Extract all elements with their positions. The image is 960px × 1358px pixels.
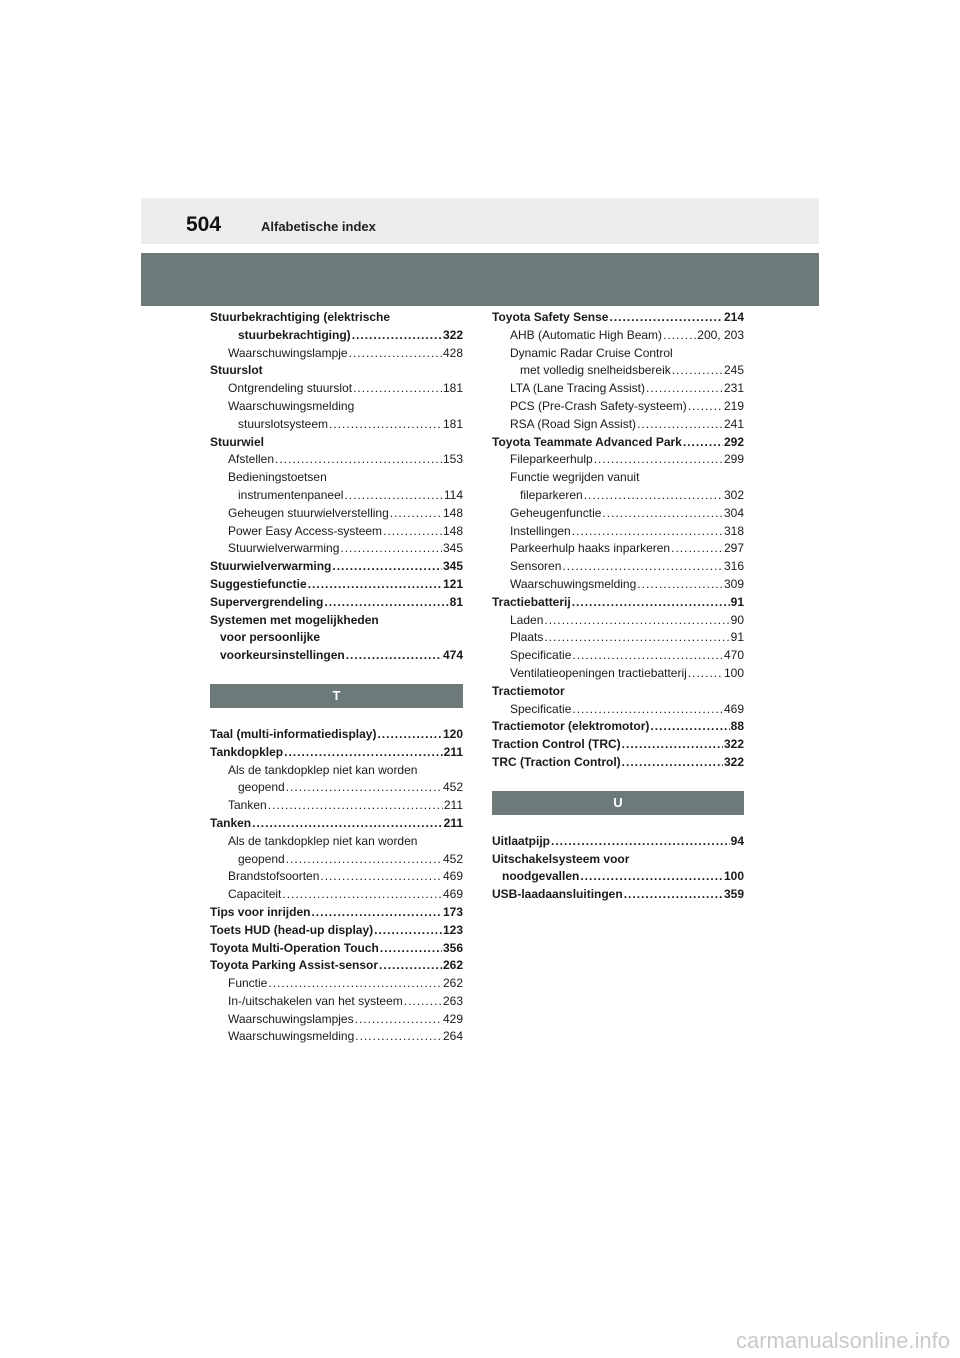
entry-text: RSA (Road Sign Assist) xyxy=(510,416,637,431)
entry-text: Specificatie xyxy=(510,701,572,716)
dot-leader xyxy=(252,815,443,833)
entry-text: PCS (Pre-Crash Safety-systeem) xyxy=(510,398,687,413)
index-subentry xyxy=(210,416,463,434)
entry-text: noodgevallen xyxy=(502,869,580,884)
index-subentry xyxy=(492,505,744,523)
dot-leader xyxy=(355,1011,442,1029)
entry-text: Waarschuwingsmelding xyxy=(510,576,637,591)
index-subentry xyxy=(210,380,463,398)
entry-text: Afstellen xyxy=(228,452,275,467)
entry-text: Taal (multi-informatiedisplay) xyxy=(210,726,377,741)
entry-text: Instellingen xyxy=(510,523,571,538)
entry-text: LTA (Lane Tracing Assist) xyxy=(510,381,645,396)
dot-leader xyxy=(286,779,442,797)
page-reference[interactable]: 356 xyxy=(442,940,463,955)
dot-leader xyxy=(637,416,723,434)
entry-text: Dynamic Radar Cruise Control xyxy=(510,345,673,360)
index-subentry xyxy=(210,469,463,487)
index-entry xyxy=(492,309,744,327)
index-subentry xyxy=(492,345,744,363)
page-reference[interactable]: 214 xyxy=(723,310,744,324)
entry-text: USB-laadaansluitingen xyxy=(492,887,623,902)
dot-leader xyxy=(544,629,729,647)
index-subentry xyxy=(492,487,744,505)
dot-leader xyxy=(275,451,442,469)
entry-text: Stuurbekrachtiging (elektrische xyxy=(210,310,391,324)
index-entry xyxy=(210,726,463,744)
page-reference[interactable]: 263 xyxy=(442,993,463,1008)
page-reference[interactable]: 211 xyxy=(443,744,463,759)
index-subentry xyxy=(492,416,744,434)
page-reference[interactable]: 91 xyxy=(730,630,744,645)
page-reference[interactable]: 120 xyxy=(442,726,463,741)
page-reference[interactable]: 297 xyxy=(723,541,744,556)
page-reference[interactable]: 121 xyxy=(442,576,463,591)
page-reference[interactable]: 452 xyxy=(442,851,463,866)
index-subentry xyxy=(210,993,463,1011)
index-entry xyxy=(492,718,744,736)
entry-text: Stuurslot xyxy=(210,363,263,378)
entry-text: geopend xyxy=(238,780,285,795)
index-subentry xyxy=(492,558,744,576)
page-reference[interactable]: 262 xyxy=(442,958,463,973)
page-reference[interactable]: 318 xyxy=(723,523,744,538)
index-entry xyxy=(492,868,744,886)
index-subentry xyxy=(210,505,463,523)
entry-text: stuurbekrachtiging) xyxy=(238,327,351,342)
index-subentry xyxy=(210,1028,463,1046)
entry-text: Stuurwielverwarming xyxy=(228,541,340,556)
entry-text: Tractiemotor xyxy=(492,683,565,698)
dot-leader xyxy=(311,904,442,922)
entry-text: Sensoren xyxy=(510,559,562,574)
index-entry xyxy=(492,851,744,869)
dot-leader xyxy=(622,754,723,772)
page-number: 504 xyxy=(186,213,222,236)
dot-leader xyxy=(688,665,723,683)
dot-leader xyxy=(379,957,442,975)
page-reference[interactable]: 264 xyxy=(442,1029,463,1044)
dot-leader xyxy=(572,647,723,665)
page-reference[interactable]: 304 xyxy=(723,505,744,520)
entry-text: Functie xyxy=(228,976,268,991)
dot-leader xyxy=(284,744,443,762)
entry-text: fileparkeren xyxy=(520,487,583,502)
index-entry xyxy=(492,594,744,612)
dot-leader xyxy=(624,886,723,904)
dot-leader xyxy=(308,576,442,594)
entry-text: Specificatie xyxy=(510,648,572,663)
index-subentry xyxy=(492,362,744,380)
entry-text: Als de tankdopklep niet kan worden xyxy=(228,762,418,777)
dot-leader xyxy=(344,487,442,505)
index-entry xyxy=(210,612,463,630)
page-reference[interactable]: 245 xyxy=(723,363,744,378)
entry-text: Waarschuwingslampje xyxy=(228,345,348,360)
dot-leader xyxy=(572,594,730,612)
section-letter-u: U xyxy=(492,791,744,815)
dot-leader xyxy=(602,505,723,523)
index-subentry xyxy=(492,451,744,469)
page-reference[interactable]: 114 xyxy=(443,487,463,502)
dot-leader xyxy=(671,540,723,558)
page-reference[interactable]: 359 xyxy=(723,887,744,902)
entry-text: Parkeerhulp haaks inparkeren xyxy=(510,541,671,556)
page-reference[interactable]: 91 xyxy=(730,594,744,609)
page-reference[interactable]: 211 xyxy=(443,798,463,813)
page-reference[interactable]: 200, 203 xyxy=(697,327,744,342)
dot-leader xyxy=(404,993,442,1011)
dot-leader xyxy=(390,505,442,523)
index-subentry xyxy=(210,327,463,345)
dot-leader xyxy=(594,451,723,469)
entry-text: TRC (Traction Control) xyxy=(492,754,621,769)
index-entry xyxy=(492,683,744,701)
page-reference[interactable]: 211 xyxy=(443,815,463,830)
entry-text: Tractiemotor (elektromotor) xyxy=(492,719,650,734)
index-subentry xyxy=(210,868,463,886)
dot-leader xyxy=(353,380,442,398)
page-reference[interactable]: 299 xyxy=(723,452,744,467)
entry-text: Functie wegrijden vanuit xyxy=(510,470,640,485)
section-band xyxy=(141,253,819,306)
entry-text: voor persoonlijke xyxy=(220,630,321,645)
entry-text: met volledig snelheidsbereik xyxy=(520,363,671,378)
index-entry xyxy=(492,434,744,452)
entry-text: Toyota Parking Assist-sensor xyxy=(210,958,379,973)
dot-leader xyxy=(380,940,442,958)
entry-text: Uitlaatpijp xyxy=(492,833,551,848)
page-reference[interactable]: 100 xyxy=(723,869,744,884)
index-subentry xyxy=(210,398,463,416)
entry-text: Waarschuwingsmelding xyxy=(228,1029,355,1044)
dot-leader xyxy=(609,309,722,327)
index-subentry xyxy=(210,975,463,993)
index-column-right xyxy=(492,309,744,904)
entry-text: instrumentenpaneel xyxy=(238,487,344,502)
page-reference[interactable]: 148 xyxy=(442,505,463,520)
index-entry xyxy=(210,362,463,380)
entry-text: Supervergrendeling xyxy=(210,594,324,609)
entry-text: AHB (Automatic High Beam) xyxy=(510,327,663,342)
dot-leader xyxy=(268,797,443,815)
dot-leader xyxy=(324,594,448,612)
page-reference[interactable]: 428 xyxy=(442,345,463,360)
index-entry xyxy=(210,434,463,452)
entry-text: Waarschuwingslampjes xyxy=(228,1011,354,1026)
dot-leader xyxy=(355,1028,442,1046)
page-reference[interactable]: 474 xyxy=(442,648,463,663)
dot-leader xyxy=(374,922,442,940)
page-reference[interactable]: 173 xyxy=(442,904,463,919)
index-entry xyxy=(210,576,463,594)
index-subentry xyxy=(210,851,463,869)
page-reference[interactable]: 181 xyxy=(442,416,463,431)
entry-text: Stuurwiel xyxy=(210,434,265,449)
dot-leader xyxy=(572,523,723,541)
index-subentry xyxy=(210,451,463,469)
page-reference[interactable]: 322 xyxy=(442,327,463,342)
dot-leader xyxy=(329,416,442,434)
entry-text: Ontgrendeling stuurslot xyxy=(228,381,353,396)
page-reference[interactable]: 292 xyxy=(723,434,744,449)
entry-text: Toyota Safety Sense xyxy=(492,310,609,324)
entry-text: Power Easy Access-systeem xyxy=(228,523,383,538)
dot-leader xyxy=(663,327,696,345)
entry-text: Suggestiefunctie xyxy=(210,576,307,591)
index-subentry xyxy=(492,398,744,416)
page-reference[interactable]: 262 xyxy=(442,976,463,991)
index-subentry xyxy=(492,380,744,398)
index-entry xyxy=(210,904,463,922)
index-subentry xyxy=(210,833,463,851)
index-entry xyxy=(210,594,463,612)
dot-leader xyxy=(584,487,723,505)
dot-leader xyxy=(332,558,442,576)
entry-text: voorkeursinstellingen xyxy=(220,648,345,663)
entry-text: Geheugen stuurwielverstelling xyxy=(228,505,389,520)
index-entry xyxy=(210,744,463,762)
page-reference[interactable]: 345 xyxy=(442,541,463,556)
header-bar xyxy=(141,198,819,244)
page-reference[interactable]: 181 xyxy=(442,381,463,396)
entry-text: Tractiebatterij xyxy=(492,594,571,609)
entry-text: geopend xyxy=(238,851,285,866)
entry-text: Toyota Multi-Operation Touch xyxy=(210,940,379,955)
index-subentry xyxy=(492,540,744,558)
index-column-left xyxy=(210,309,463,1046)
index-entry xyxy=(210,647,463,665)
index-subentry xyxy=(210,345,463,363)
dot-leader xyxy=(340,540,442,558)
index-entry xyxy=(210,957,463,975)
dot-leader xyxy=(268,975,442,993)
dot-leader xyxy=(544,612,729,630)
page-reference[interactable]: 302 xyxy=(723,487,744,502)
page-reference[interactable]: 241 xyxy=(723,416,744,431)
entry-text: Fileparkeerhulp xyxy=(510,452,593,467)
index-entry xyxy=(492,754,744,772)
entry-text: Systemen met mogelijkheden xyxy=(210,612,379,627)
dot-leader xyxy=(349,345,442,363)
page-reference[interactable]: 148 xyxy=(442,523,463,538)
index-subentry xyxy=(492,647,744,665)
index-entry xyxy=(210,922,463,940)
entry-text: Brandstofsoorten xyxy=(228,869,320,884)
page-title: Alfabetische index xyxy=(261,219,376,234)
page-reference[interactable]: 322 xyxy=(723,754,744,769)
page-reference[interactable]: 429 xyxy=(442,1011,463,1026)
index-subentry xyxy=(210,487,463,505)
index-entry xyxy=(210,629,463,647)
dot-leader xyxy=(572,701,723,719)
page-reference[interactable]: 153 xyxy=(442,452,463,467)
entry-text: Laden xyxy=(510,612,544,627)
watermark: carmanualsonline.info xyxy=(735,1328,950,1353)
index-subentry xyxy=(492,469,744,487)
dot-leader xyxy=(622,736,723,754)
page-reference[interactable]: 309 xyxy=(723,576,744,591)
page-reference[interactable]: 469 xyxy=(442,869,463,884)
index-entry xyxy=(210,815,463,833)
index-subentry xyxy=(492,523,744,541)
page-reference[interactable]: 94 xyxy=(730,833,744,848)
page-reference[interactable]: 123 xyxy=(442,922,463,937)
index-subentry xyxy=(210,886,463,904)
index-entry xyxy=(210,558,463,576)
page-reference[interactable]: 452 xyxy=(442,780,463,795)
dot-leader xyxy=(688,398,723,416)
entry-text: Uitschakelsysteem voor xyxy=(492,851,630,866)
index-subentry xyxy=(210,797,463,815)
index-subentry xyxy=(210,762,463,780)
entry-text: Ventilatieopeningen tractiebatterij xyxy=(510,665,687,680)
entry-text: Toets HUD (head-up display) xyxy=(210,922,374,937)
dot-leader xyxy=(683,434,723,452)
dot-leader xyxy=(562,558,723,576)
dot-leader xyxy=(637,576,723,594)
entry-text: Plaats xyxy=(510,630,544,645)
entry-text: Stuurwielverwarming xyxy=(210,559,332,574)
entry-text: Als de tankdopklep niet kan worden xyxy=(228,833,418,848)
dot-leader xyxy=(377,726,442,744)
index-subentry xyxy=(492,612,744,630)
entry-text: Tanken xyxy=(228,798,267,813)
entry-text: Geheugenfunctie xyxy=(510,505,602,520)
index-entry xyxy=(492,886,744,904)
page-reference[interactable]: 469 xyxy=(442,887,463,902)
entry-text: Tankdopklep xyxy=(210,744,284,759)
dot-leader xyxy=(650,718,729,736)
index-entry xyxy=(210,309,463,327)
index-subentry xyxy=(492,701,744,719)
dot-leader xyxy=(383,523,442,541)
index-subentry xyxy=(210,540,463,558)
index-subentry xyxy=(492,629,744,647)
entry-text: Traction Control (TRC) xyxy=(492,737,621,752)
section-letter-t: T xyxy=(210,684,463,708)
dot-leader xyxy=(551,833,730,851)
page-reference[interactable]: 322 xyxy=(723,737,744,752)
dot-leader xyxy=(646,380,723,398)
dot-leader xyxy=(286,851,442,869)
page-reference[interactable]: 469 xyxy=(723,701,744,716)
entry-text: Tips voor inrijden xyxy=(210,904,311,919)
page-reference[interactable]: 316 xyxy=(723,559,744,574)
entry-text: In-/uitschakelen van het systeem xyxy=(228,993,403,1008)
dot-leader xyxy=(320,868,442,886)
entry-text: Tanken xyxy=(210,815,252,830)
index-subentry xyxy=(210,779,463,797)
index-subentry xyxy=(492,665,744,683)
entry-text: Waarschuwingsmelding xyxy=(228,398,355,413)
index-subentry xyxy=(210,1011,463,1029)
dot-leader xyxy=(672,362,723,380)
page-reference[interactable]: 219 xyxy=(723,398,744,413)
entry-text: stuurslotsysteem xyxy=(238,416,329,431)
page-reference[interactable]: 345 xyxy=(442,559,463,574)
index-entry xyxy=(210,940,463,958)
index-entry xyxy=(492,736,744,754)
page-reference[interactable]: 90 xyxy=(730,612,744,627)
index-entry xyxy=(492,833,744,851)
page-reference[interactable]: 100 xyxy=(723,665,744,680)
page-reference[interactable]: 81 xyxy=(449,594,463,609)
entry-text: Capaciteit xyxy=(228,887,282,902)
dot-leader xyxy=(346,647,442,665)
index-subentry xyxy=(210,523,463,541)
dot-leader xyxy=(580,868,723,886)
entry-text: Toyota Teammate Advanced Park xyxy=(492,434,682,449)
page-reference[interactable]: 470 xyxy=(723,648,744,663)
page-reference[interactable]: 88 xyxy=(730,719,744,734)
index-subentry xyxy=(492,327,744,345)
dot-leader xyxy=(352,327,442,345)
dot-leader xyxy=(282,886,442,904)
index-subentry xyxy=(492,576,744,594)
entry-text: Bedieningstoetsen xyxy=(228,470,327,485)
page-reference[interactable]: 231 xyxy=(723,381,744,396)
